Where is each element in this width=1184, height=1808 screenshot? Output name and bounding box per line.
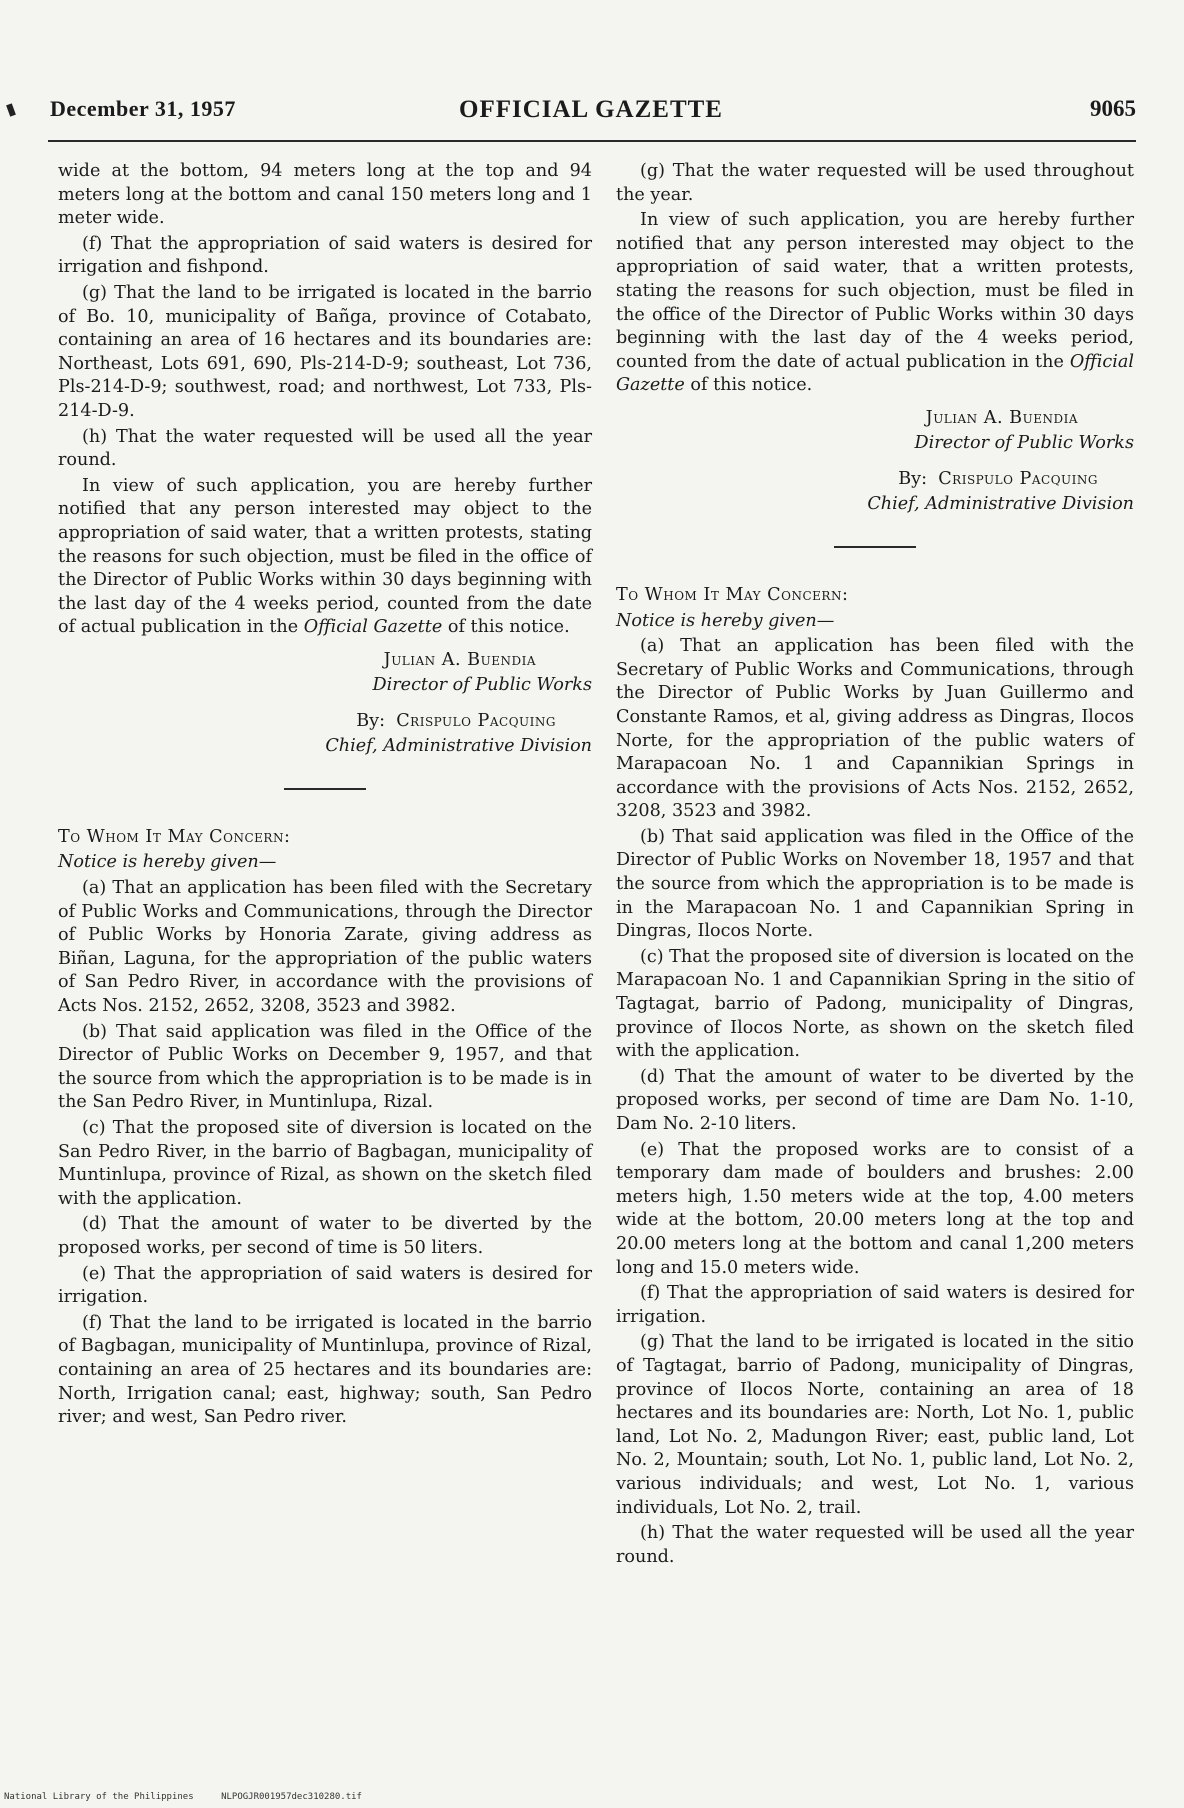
paragraph-text: of this notice. bbox=[690, 375, 813, 396]
notice-heading: Notice is hereby given— bbox=[616, 610, 835, 631]
paragraph: (b) That said application was filed in the Office of the Director of Public Works on November 18, 1957 and that the source from which the appropriation is to be made is in the Marapacoan No. 1 and Capannikian Spring in Dingras, Ilocos Norte. bbox=[616, 826, 1134, 942]
section-divider bbox=[834, 546, 916, 548]
salutation: To Whom It May Concern: bbox=[616, 584, 849, 605]
paragraph-text: of this notice. bbox=[447, 617, 570, 638]
scan-mark bbox=[6, 103, 16, 116]
paragraph: (f) That the land to be irrigated is located in the barrio of Bagbagan, municipality of Muntinlupa, province of Rizal, containing an area of 25 hectares and its boundaries are: North, Irrigation canal; east, highway; south, San Pedro river; and west, San Pedro river. bbox=[58, 1312, 592, 1428]
objection-paragraph bbox=[58, 475, 592, 640]
right-column bbox=[616, 160, 1134, 1571]
paragraph: (g) That the land to be irrigated is located in the sitio of Tagtagat, barrio of Padong, municipality of Dingras, province of Ilocos Norte, containing an area of 18 hectares and its boundaries are: North, Lot No. 1, public land, Lot No. 2, Madungon River; east, public land, Lot No. 2, Mountain; south, Lot No. 1, public land, Lot No. 2, various individuals; and west, Lot No. 1, various individuals, Lot No. 2, trail. bbox=[616, 1332, 1134, 1518]
paragraph: (g) That the water requested will be used throughout the year. bbox=[616, 161, 1134, 205]
paragraph: (g) That the land to be irrigated is located in the barrio of Bo. 10, municipality of Bañga, province of Cotabato, containing an area of 16 hectares and its boundaries are: Northeast, Lots 691, 690, Pls-214-D-9; southeast, Lot 736, Pls-214-D-9; southwest, road; and northwest, Lot 733, Pls-214-D-9. bbox=[58, 282, 592, 421]
deputy-title: Chief, Administrative Division bbox=[325, 735, 592, 756]
left-column bbox=[58, 160, 592, 1432]
paragraph: (c) That the proposed site of diversion is located on the San Pedro River, in the barrio of Bagbagan, municipality of Muntinlupa, province of Rizal, as shown on the sketch filed with the application. bbox=[58, 1118, 592, 1209]
signatory-title: Director of Public Works bbox=[372, 674, 592, 695]
header-rule bbox=[48, 140, 1136, 142]
paragraph: wide at the bottom, 94 meters long at the top and 94 meters long at the bottom and canal 150 meters long and 1 meter wide. bbox=[58, 161, 592, 229]
objection-paragraph bbox=[616, 209, 1134, 398]
paragraph-text: In view of such application, you are hereby further notified that any person interested may object to the appropriation of said water, that a written protests, stating the reasons for such objection, must be filed in the office of the Director of Public Works within 30 days beginning with the last day of the 4 weeks period, counted from the date of actual publication in the bbox=[58, 475, 592, 638]
deputy-name: Crispulo Pacquing bbox=[938, 468, 1098, 489]
paragraph: (d) That the amount of water to be diverted by the proposed works, per second of time are Dam No. 1-10, Dam No. 2-10 liters. bbox=[616, 1066, 1134, 1134]
paragraph-text: In view of such application, you are hereby further notified that any person interested may object to the appropriation of said water, that a written protests, stating the reasons for such objection, must be filed in the office of the Director of Public Works within 30 days beginning with the last day of the 4 weeks period, counted from the date of actual publication in the bbox=[616, 210, 1134, 372]
by-label: By: bbox=[898, 468, 928, 489]
paragraph: (h) That the water requested will be used all the year round. bbox=[616, 1523, 1134, 1567]
paragraph: (e) That the proposed works are to consist of a temporary dam made of boulders and brushes: 2.00 meters high, 1.50 meters wide at the top, 4.00 meters wide at the bottom, 20.00 meters long at the top and 20.00 meters long at the bottom and canal 1,200 meters long and 15.0 meters wide. bbox=[616, 1139, 1134, 1278]
gazette-name: Official Gazette bbox=[616, 351, 1134, 396]
paragraph: (c) That the proposed site of diversion is located on the Marapacoan No. 1 and Capannikian Spring in the sitio of Tagtagat, barrio of Padong, municipality of Dingras, province of Ilocos Norte, as shown on the sketch filed with the application. bbox=[616, 946, 1134, 1062]
signatory-name: Julian A. Buendia bbox=[383, 649, 536, 670]
signature-block bbox=[58, 648, 592, 758]
deputy-title: Chief, Administrative Division bbox=[867, 493, 1134, 514]
paragraph: (a) That an application has been filed with the Secretary of Public Works and Communications, through the Director of Public Works by Juan Guillermo and Constante Ramos, et al, giving address as Dingras, Ilocos Norte, for the appropriation of the public waters of Marapacoan No. 1 and Capannikian Springs in accordance with the provisions of Acts Nos. 2152, 2652, 3208, 3523 and 3982. bbox=[616, 636, 1134, 822]
page-header bbox=[46, 96, 1136, 126]
paragraph: (f) That the appropriation of said waters is desired for irrigation and fishpond. bbox=[58, 233, 592, 278]
salutation: To Whom It May Concern: bbox=[58, 826, 291, 847]
paragraph: (e) That the appropriation of said waters is desired for irrigation. bbox=[58, 1263, 592, 1308]
page-number: 9065 bbox=[1090, 96, 1136, 121]
scan-footer bbox=[4, 1792, 384, 1802]
paragraph: (a) That an application has been filed with the Secretary of Public Works and Communications, through the Director of Public Works by Honoria Zarate, giving address as Biñan, Laguna, for the appropriation of the public waters of San Pedro River, in accordance with the provisions of Acts Nos. 2152, 2652, 3208, 3523 and 3982. bbox=[58, 878, 592, 1017]
paragraph: (d) That the amount of water to be diverted by the proposed works, per second of time is 50 liters. bbox=[58, 1214, 592, 1258]
paragraph: (f) That the appropriation of said waters is desired for irrigation. bbox=[616, 1283, 1134, 1327]
header-title: OFFICIAL GAZETTE bbox=[459, 96, 723, 123]
footer-file: NLPOGJR001957dec310280.tif bbox=[221, 1792, 362, 1802]
section-divider bbox=[284, 788, 366, 790]
header-date: December 31, 1957 bbox=[50, 96, 236, 121]
signature-block bbox=[616, 406, 1134, 516]
notice-heading: Notice is hereby given— bbox=[58, 852, 277, 873]
signatory-name: Julian A. Buendia bbox=[925, 407, 1078, 428]
deputy-name: Crispulo Pacquing bbox=[396, 710, 556, 731]
signatory-title: Director of Public Works bbox=[914, 432, 1134, 453]
paragraph: (b) That said application was filed in the Office of the Director of Public Works on December 9, 1957, and that the source from which the appropriation is to be made is in the San Pedro River, in Muntinlupa, Rizal. bbox=[58, 1021, 592, 1113]
by-label: By: bbox=[356, 710, 386, 731]
gazette-name: Official Gazette bbox=[303, 617, 443, 638]
paragraph: (h) That the water requested will be used all the year round. bbox=[58, 426, 592, 471]
footer-library: National Library of the Philippines bbox=[4, 1792, 194, 1802]
